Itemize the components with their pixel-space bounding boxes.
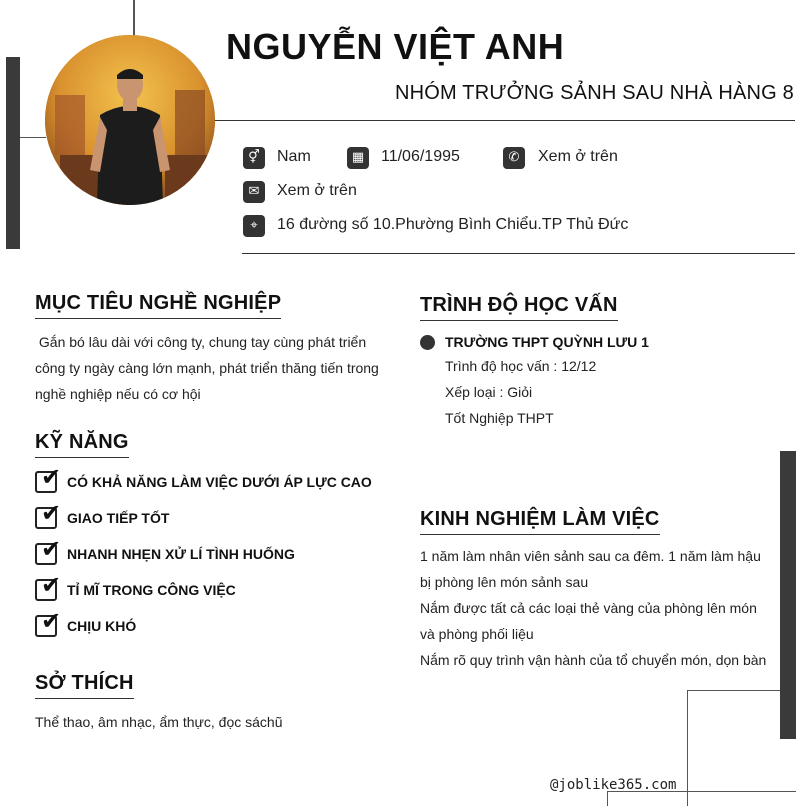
candidate-name: NGUYỄN VIỆT ANH — [226, 26, 565, 67]
header-divider — [215, 120, 795, 121]
watermark: @joblike365.com — [550, 777, 677, 793]
address-value: 16 đường số 10.Phường Bình Chiểu.TP Thủ Đức — [277, 216, 629, 233]
hobbies-title: SỞ THÍCH — [35, 672, 134, 699]
experience-line: bị phòng lên món sảnh sau — [420, 574, 589, 590]
divider-line — [133, 0, 135, 36]
skill-item — [35, 499, 170, 531]
hobbies-text: Thể thao, âm nhạc, ẩm thực, đọc sáchũ — [35, 714, 283, 730]
experience-line: 1 năm làm nhân viên sảnh sau ca đêm. 1 năm làm hậu — [420, 548, 761, 564]
divider-line — [687, 690, 688, 806]
divider-line — [607, 791, 608, 806]
checkbox-icon: ✔ — [35, 471, 57, 493]
experience-title: KINH NGHIỆM LÀM VIỆC — [420, 508, 660, 535]
checkbox-icon: ✔ — [35, 543, 57, 565]
skill-label: CHỊU KHÓ — [67, 618, 137, 634]
checkbox-icon: ✔ — [35, 579, 57, 601]
experience-line: và phòng phối liệu — [420, 626, 534, 642]
gender-value: Nam — [277, 148, 311, 165]
skill-item — [35, 463, 372, 495]
skills-title: KỸ NĂNG — [35, 431, 129, 458]
skill-label: TỈ MĨ TRONG CÔNG VIỆC — [67, 582, 236, 598]
email-value: Xem ở trên — [277, 182, 357, 199]
skill-item — [35, 571, 236, 603]
birthday-value: 11/06/1995 — [381, 148, 460, 165]
calendar-icon: ▦ — [347, 147, 369, 169]
avatar — [45, 35, 215, 205]
objective-title: MỤC TIÊU NGHỀ NGHIỆP — [35, 292, 281, 319]
education-detail: Trình độ học vấn : 12/12 — [445, 358, 597, 374]
objective-line: Gắn bó lâu dài với công ty, chung tay cùng phát triển — [35, 334, 367, 350]
phone-icon: ✆ — [503, 147, 525, 169]
experience-line: Nắm rõ quy trình vận hành của tổ chuyển món, dọn bàn — [420, 652, 767, 668]
right-accent-bar — [780, 451, 796, 739]
experience-text — [420, 543, 775, 673]
checkbox-icon: ✔ — [35, 507, 57, 529]
skill-label: CÓ KHẢ NĂNG LÀM VIỆC DƯỚI ÁP LỰC CAO — [67, 474, 372, 490]
divider-line — [20, 137, 46, 138]
skill-label: GIAO TIẾP TỐT — [67, 510, 170, 526]
education-detail: Tốt Nghiệp THPT — [445, 410, 554, 426]
skill-item — [35, 607, 137, 639]
left-accent-bar — [6, 57, 20, 249]
mail-icon: ✉ — [243, 181, 265, 203]
objective-line: nghề nghiệp nếu có cơ hội — [35, 386, 201, 402]
gender-icon: ⚥ — [243, 147, 265, 169]
school-name: TRƯỜNG THPT QUỲNH LƯU 1 — [445, 334, 649, 350]
location-icon: ⌖ — [243, 215, 265, 237]
skill-label: NHANH NHẸN XỬ LÍ TÌNH HUỐNG — [67, 546, 295, 562]
checkbox-icon: ✔ — [35, 615, 57, 637]
bullet-icon — [420, 335, 435, 350]
education-details — [445, 353, 775, 431]
contact-divider — [242, 253, 795, 254]
education-detail: Xếp loại : Giỏi — [445, 384, 533, 400]
objective-line: công ty ngày càng lớn mạnh, phát triển thăng tiến trong — [35, 360, 379, 376]
skill-item — [35, 535, 295, 567]
job-position: NHÓM TRƯỞNG SẢNH SAU NHÀ HÀNG 8 — [395, 82, 794, 104]
objective-text — [35, 329, 405, 407]
divider-line — [687, 690, 780, 691]
phone-value: Xem ở trên — [538, 148, 618, 165]
education-title: TRÌNH ĐỘ HỌC VẤN — [420, 294, 618, 321]
avatar-photo — [45, 35, 215, 205]
experience-line: Nắm được tất cả các loại thẻ vàng của phòng lên món — [420, 600, 757, 616]
